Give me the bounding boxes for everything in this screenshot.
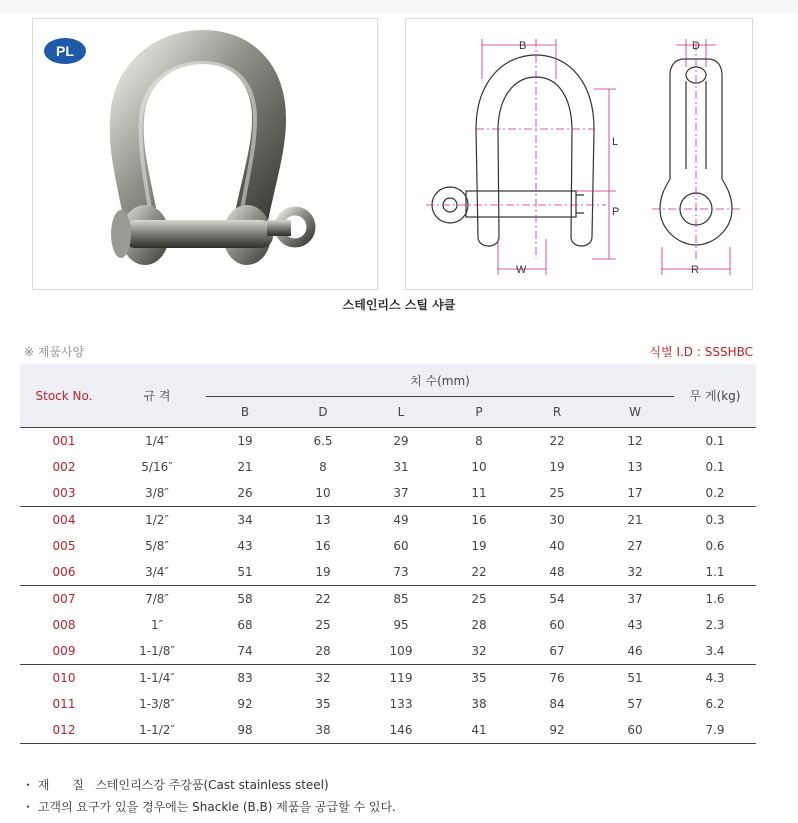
w-cell: 46 xyxy=(627,644,643,658)
b-cell: 92 xyxy=(237,697,253,711)
b-cell: 98 xyxy=(206,717,284,744)
stock-code: 012 xyxy=(20,717,108,744)
d-cell: 13 xyxy=(284,507,362,534)
r-cell: 84 xyxy=(549,697,565,711)
weight-cell: 0.2 xyxy=(705,486,725,500)
r-cell: 92 xyxy=(518,717,596,744)
l-cell: 119 xyxy=(362,665,440,692)
note-supply: ・ 고객의 요구가 있을 경우에는 Shackle (B.B) 제품을 공급할 수 있다. xyxy=(22,800,396,814)
size-cell: 3/4″ xyxy=(145,565,169,579)
weight-cell: 2.3 xyxy=(705,618,725,632)
note-material: ・ 재 질 스테인리스강 주강품(Cast stainless steel) xyxy=(22,778,329,792)
b-cell: 74 xyxy=(237,644,253,658)
d-cell: 35 xyxy=(315,697,331,711)
d-cell: 10 xyxy=(315,486,331,500)
p-cell: 22 xyxy=(471,565,487,579)
w-cell: 51 xyxy=(596,665,674,692)
table-row xyxy=(20,428,756,455)
weight-cell: 6.2 xyxy=(705,697,725,711)
b-cell: 83 xyxy=(206,665,284,692)
pl-logo xyxy=(43,37,87,65)
weight-cell: 0.3 xyxy=(674,507,756,534)
d-cell: 19 xyxy=(315,565,331,579)
weight-cell: 0.1 xyxy=(674,428,756,455)
l-cell: 146 xyxy=(362,717,440,744)
table-row xyxy=(20,480,756,507)
p-cell: 8 xyxy=(440,428,518,455)
d-cell: 25 xyxy=(315,618,331,632)
l-cell: 133 xyxy=(389,697,413,711)
header-stock-no: Stock No. xyxy=(20,364,108,428)
table-row xyxy=(20,507,756,534)
technical-drawing-panel xyxy=(405,18,753,290)
spec-section-label: ※ 제품사양 xyxy=(24,345,85,359)
d-cell: 38 xyxy=(284,717,362,744)
p-cell: 19 xyxy=(471,539,487,553)
product-photo-panel xyxy=(32,18,378,290)
dim-label-p: P xyxy=(612,206,620,218)
weight-cell: 0.1 xyxy=(705,460,725,474)
p-cell: 32 xyxy=(471,644,487,658)
dim-label-l: L xyxy=(612,136,619,148)
r-cell: 30 xyxy=(518,507,596,534)
header-col-w: W xyxy=(596,397,674,428)
table-row xyxy=(20,559,756,586)
weight-cell: 1.1 xyxy=(705,565,725,579)
l-cell: 109 xyxy=(389,644,413,658)
header-weight: 무 게(kg) xyxy=(674,364,756,428)
table-row xyxy=(20,717,756,744)
stock-code: 007 xyxy=(20,586,108,613)
w-cell: 13 xyxy=(627,460,643,474)
stock-code: 004 xyxy=(20,507,108,534)
r-cell: 67 xyxy=(549,644,565,658)
size-cell: 1-1/2″ xyxy=(108,717,206,744)
d-cell: 32 xyxy=(284,665,362,692)
shackle-dimension-drawing xyxy=(406,19,752,289)
stock-code: 002 xyxy=(52,460,76,474)
l-cell: 73 xyxy=(393,565,409,579)
stock-code: 009 xyxy=(52,644,76,658)
p-cell: 25 xyxy=(440,586,518,613)
b-cell: 68 xyxy=(237,618,253,632)
stock-code: 005 xyxy=(52,539,76,553)
header-col-p: P xyxy=(440,397,518,428)
p-cell: 28 xyxy=(471,618,487,632)
d-cell: 22 xyxy=(284,586,362,613)
r-cell: 60 xyxy=(549,618,565,632)
r-cell: 54 xyxy=(518,586,596,613)
dim-label-d: D xyxy=(692,40,700,52)
size-cell: 1″ xyxy=(150,618,164,632)
table-row xyxy=(20,586,756,613)
size-cell: 1/4″ xyxy=(108,428,206,455)
table-row xyxy=(20,638,756,665)
r-cell: 48 xyxy=(549,565,565,579)
l-cell: 29 xyxy=(362,428,440,455)
l-cell: 60 xyxy=(393,539,409,553)
l-cell: 37 xyxy=(393,486,409,500)
r-cell: 76 xyxy=(518,665,596,692)
p-cell: 41 xyxy=(440,717,518,744)
spec-table xyxy=(20,364,756,744)
b-cell: 19 xyxy=(206,428,284,455)
b-cell: 43 xyxy=(237,539,253,553)
header-col-l: L xyxy=(362,397,440,428)
l-cell: 95 xyxy=(393,618,409,632)
size-cell: 5/8″ xyxy=(145,539,169,553)
table-row xyxy=(20,691,756,717)
d-cell: 6.5 xyxy=(284,428,362,455)
w-cell: 32 xyxy=(627,565,643,579)
table-row xyxy=(20,665,756,692)
size-cell: 1-1/4″ xyxy=(108,665,206,692)
product-caption: 스테인리스 스틸 샤클 xyxy=(342,298,456,312)
b-cell: 58 xyxy=(206,586,284,613)
header-dimension: 치 수(mm) xyxy=(206,364,674,397)
r-cell: 25 xyxy=(549,486,565,500)
p-cell: 10 xyxy=(471,460,487,474)
p-cell: 16 xyxy=(440,507,518,534)
b-cell: 51 xyxy=(237,565,253,579)
w-cell: 12 xyxy=(596,428,674,455)
w-cell: 17 xyxy=(627,486,643,500)
weight-cell: 3.4 xyxy=(705,644,725,658)
dim-label-r: R xyxy=(691,264,699,276)
table-row xyxy=(20,454,756,480)
p-cell: 38 xyxy=(471,697,487,711)
size-cell: 1-3/8″ xyxy=(139,697,175,711)
l-cell: 85 xyxy=(362,586,440,613)
weight-cell: 0.6 xyxy=(705,539,725,553)
b-cell: 21 xyxy=(237,460,253,474)
r-cell: 19 xyxy=(549,460,565,474)
stock-code: 001 xyxy=(20,428,108,455)
table-row xyxy=(20,612,756,638)
header-col-b: B xyxy=(206,397,284,428)
table-row xyxy=(20,533,756,559)
w-cell: 27 xyxy=(627,539,643,553)
w-cell: 43 xyxy=(627,618,643,632)
stock-code: 011 xyxy=(52,697,76,711)
w-cell: 37 xyxy=(596,586,674,613)
l-cell: 49 xyxy=(362,507,440,534)
product-identifier: 식별 I.D : SSSHBC xyxy=(649,345,753,359)
d-cell: 28 xyxy=(315,644,331,658)
size-cell: 1-1/8″ xyxy=(139,644,175,658)
dim-label-w: W xyxy=(516,264,527,276)
b-cell: 26 xyxy=(237,486,253,500)
r-cell: 22 xyxy=(518,428,596,455)
size-cell: 1/2″ xyxy=(108,507,206,534)
weight-cell: 4.3 xyxy=(674,665,756,692)
w-cell: 57 xyxy=(627,697,643,711)
stock-code: 008 xyxy=(52,618,76,632)
d-cell: 8 xyxy=(319,460,327,474)
p-cell: 11 xyxy=(471,486,487,500)
top-band xyxy=(0,0,798,14)
header-col-r: R xyxy=(518,397,596,428)
b-cell: 34 xyxy=(206,507,284,534)
l-cell: 31 xyxy=(393,460,409,474)
p-cell: 35 xyxy=(440,665,518,692)
header-size: 규 격 xyxy=(108,364,206,428)
weight-cell: 7.9 xyxy=(674,717,756,744)
r-cell: 40 xyxy=(549,539,565,553)
stock-code: 010 xyxy=(20,665,108,692)
header-col-d: D xyxy=(284,397,362,428)
stock-code: 003 xyxy=(52,486,76,500)
stock-code: 006 xyxy=(52,565,76,579)
svg-text:PL: PL xyxy=(56,43,74,59)
size-cell: 3/8″ xyxy=(145,486,169,500)
w-cell: 21 xyxy=(596,507,674,534)
weight-cell: 1.6 xyxy=(674,586,756,613)
size-cell: 5/16″ xyxy=(141,460,173,474)
size-cell: 7/8″ xyxy=(108,586,206,613)
w-cell: 60 xyxy=(596,717,674,744)
dim-label-b: B xyxy=(519,40,527,52)
notes xyxy=(22,774,396,818)
d-cell: 16 xyxy=(315,539,331,553)
